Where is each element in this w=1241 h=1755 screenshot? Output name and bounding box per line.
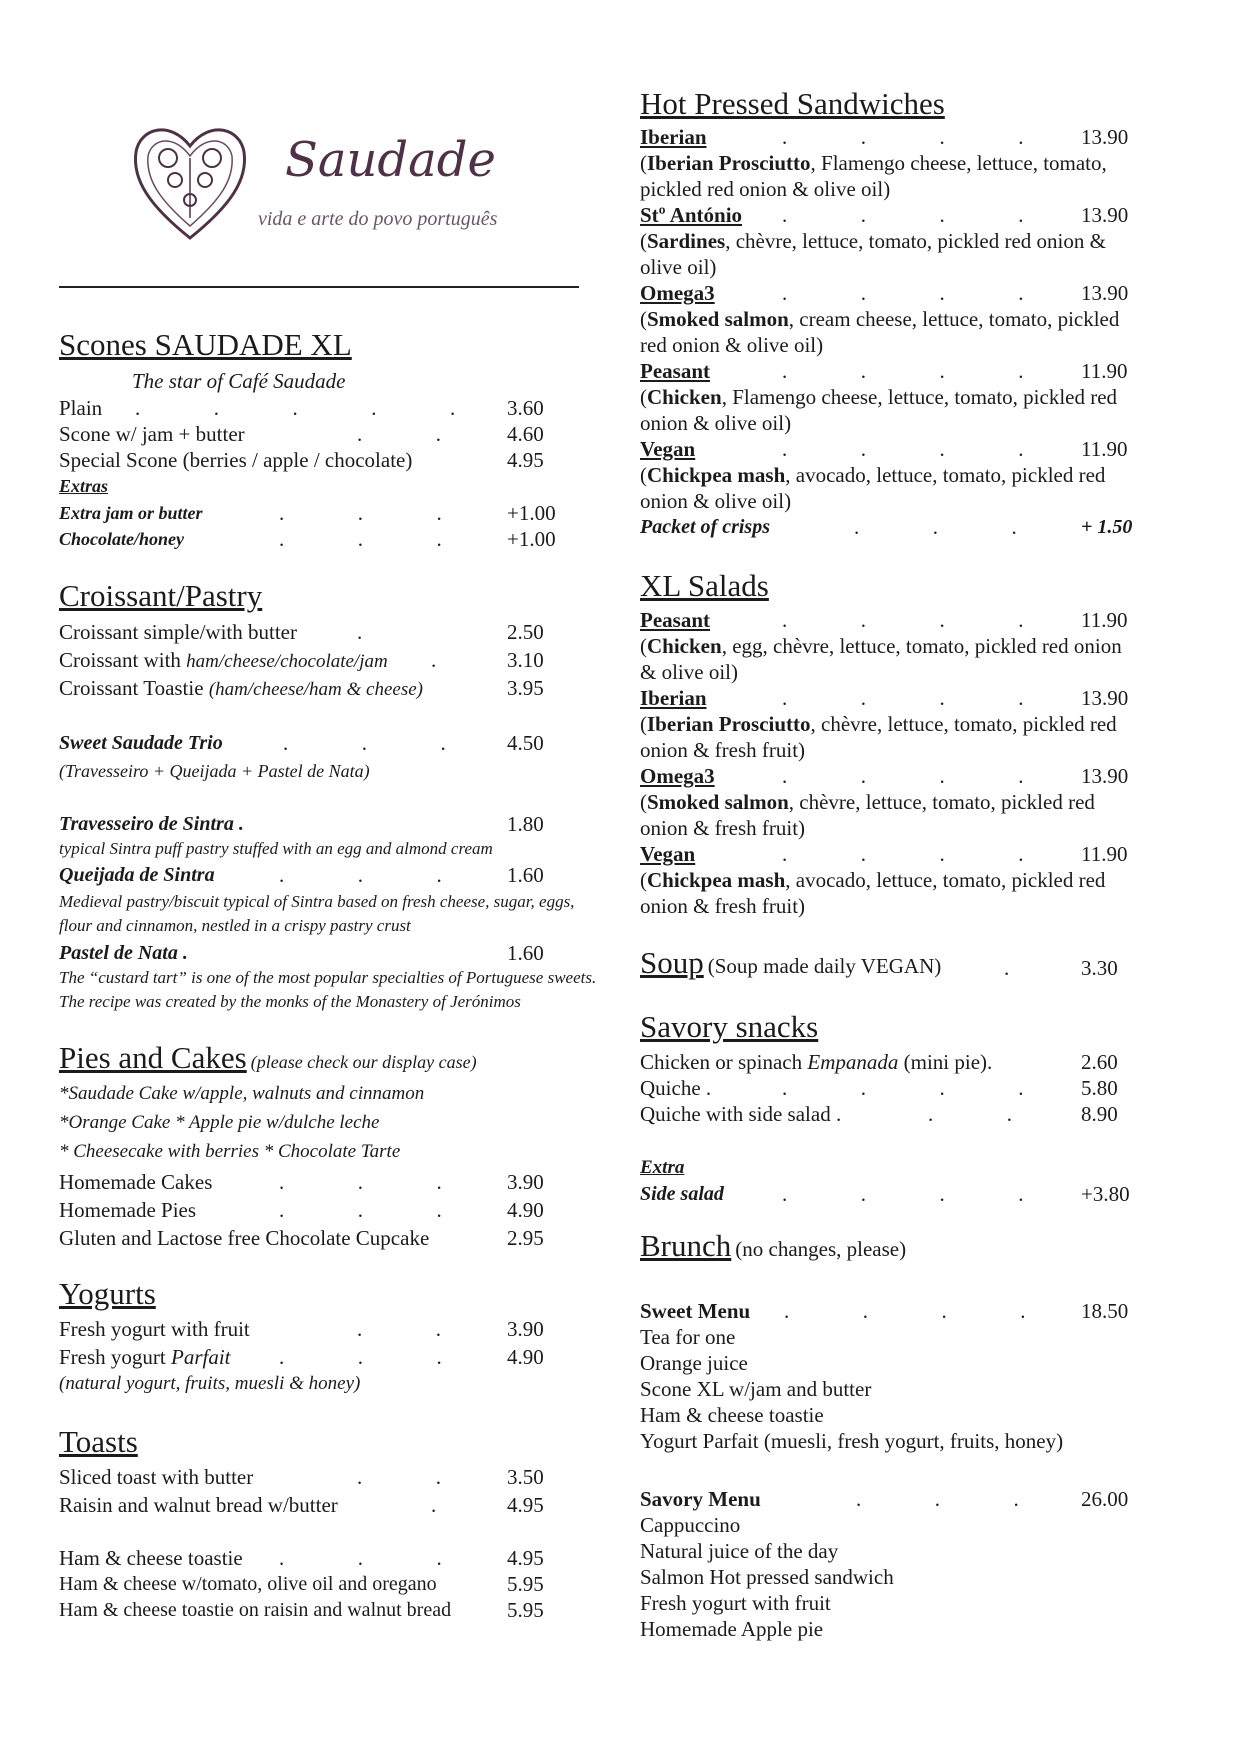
item-description: onion & olive oil): [640, 489, 792, 513]
dot-leader: . . . .: [782, 203, 1024, 227]
menu-item: Croissant with ham/cheese/chocolate/jam: [59, 648, 388, 672]
item-description: (Iberian Prosciutto, chèvre, lettuce, tomato, pickled red: [640, 712, 1117, 736]
menu-item: Homemade Pies: [59, 1198, 197, 1222]
scones-title: Scones SAUDADE XL: [59, 327, 352, 362]
dot-leader: . . . .: [782, 1076, 1024, 1100]
snacks-title: Savory snacks: [640, 1009, 819, 1044]
menu-item: Travesseiro de Sintra .: [59, 813, 244, 835]
item-description: The “custard tart” is one of the most popular specialties of Portuguese sweets.: [59, 968, 597, 987]
dot-leader: . .: [357, 1317, 441, 1341]
list-item: Orange juice: [640, 1351, 748, 1375]
item-description: (Chicken, Flamengo cheese, lettuce, tomato, pickled red: [640, 385, 1118, 409]
item-description: (Chickpea mash, avocado, lettuce, tomato, pickled red: [640, 463, 1106, 487]
scones-subtitle: The star of Café Saudade: [132, 369, 346, 393]
list-item: Salmon Hot pressed sandwich: [640, 1565, 894, 1589]
menu-price: 5.95: [507, 1598, 544, 1622]
menu-price: 3.30: [1081, 956, 1118, 980]
dot-leader: . . .: [279, 1546, 442, 1570]
dot-leader: . .: [357, 422, 441, 446]
menu-item: Quiche .: [640, 1076, 712, 1100]
list-item: Scone XL w/jam and butter: [640, 1377, 872, 1401]
menu-price: +3.80: [1081, 1182, 1130, 1206]
list-item: Yogurt Parfait (muesli, fresh yogurt, fruits, honey): [640, 1429, 1064, 1453]
salads-title: XL Salads: [640, 568, 769, 603]
list-item: *Saudade Cake w/apple, walnuts and cinnamon: [59, 1083, 425, 1104]
item-description: (Chicken, egg, chèvre, lettuce, tomato, pickled red onion: [640, 634, 1122, 658]
menu-item: Iberian: [640, 125, 707, 149]
menu-item: Omega3: [640, 281, 715, 305]
menu-price: 11.90: [1081, 359, 1128, 383]
divider: [59, 286, 579, 288]
list-item: Natural juice of the day: [640, 1539, 839, 1563]
menu-item: Plain: [59, 396, 103, 420]
logo: [130, 118, 530, 248]
brunch-note: (no changes, please): [735, 1237, 907, 1261]
menu-item: Queijada de Sintra: [59, 864, 215, 886]
menu-price: 3.95: [507, 676, 544, 700]
item-description: (Smoked salmon, cream cheese, lettuce, tomato, pickled: [640, 307, 1120, 331]
menu-price: 5.80: [1081, 1076, 1118, 1100]
menu-price: 3.10: [507, 648, 544, 672]
menu-item: Sliced toast with butter: [59, 1465, 254, 1489]
menu-price: 18.50: [1081, 1299, 1129, 1323]
list-item: * Cheesecake with berries * Chocolate Tarte: [59, 1141, 401, 1162]
list-item: Tea for one: [640, 1325, 736, 1349]
menu-item: Homemade Cakes: [59, 1170, 213, 1194]
brunch-title: Brunch: [640, 1228, 732, 1263]
sandwiches-title: Hot Pressed Sandwiches: [640, 86, 945, 121]
item-description: The recipe was created by the monks of the Monastery of Jerónimos: [59, 992, 521, 1011]
menu-item: Peasant: [640, 359, 710, 383]
item-description: red onion & olive oil): [640, 333, 824, 357]
dot-leader: . .: [928, 1102, 1012, 1126]
menu-price: 4.90: [507, 1198, 544, 1222]
list-item: Homemade Apple pie: [640, 1617, 824, 1641]
dot-leader: . . .: [856, 1487, 1019, 1511]
menu-price: 4.90: [507, 1345, 544, 1369]
croissant-title: Croissant/Pastry: [59, 578, 263, 613]
dot-leader: . . . .: [782, 842, 1024, 866]
pies-heading: [59, 1040, 477, 1076]
dot-leader: . . .: [279, 1198, 442, 1222]
menu-item: Vegan: [640, 842, 696, 866]
item-description: (Iberian Prosciutto, Flamengo cheese, lettuce, tomato,: [640, 151, 1107, 175]
menu-item: Fresh yogurt with fruit: [59, 1317, 250, 1341]
dot-leader: . . . .: [782, 686, 1024, 710]
item-description: (Sardines, chèvre, lettuce, tomato, pickled red onion &: [640, 229, 1106, 253]
dot-leader: .: [1004, 956, 1010, 980]
menu-item: Packet of crisps: [640, 516, 770, 538]
menu-item: Quiche with side salad .: [640, 1102, 842, 1126]
dot-leader: .: [431, 648, 437, 672]
item-description: (Chickpea mash, avocado, lettuce, tomato, pickled red: [640, 868, 1106, 892]
item-description: (Travesseiro + Queijada + Pastel de Nata): [59, 761, 370, 781]
menu-item: Vegan: [640, 437, 696, 461]
extras-label: Extra: [640, 1157, 685, 1178]
menu-price: 3.60: [507, 396, 544, 420]
menu-price: 4.95: [507, 448, 544, 472]
item-description: (natural yogurt, fruits, muesli & honey): [59, 1373, 361, 1394]
menu-price: + 1.50: [1081, 516, 1133, 538]
dot-leader: . . . .: [782, 1182, 1024, 1206]
dot-leader: . . .: [279, 1170, 442, 1194]
menu-item: Raisin and walnut bread w/butter: [59, 1493, 338, 1517]
menu-price: 3.90: [507, 1170, 544, 1194]
menu-item: Scone w/ jam + butter: [59, 422, 245, 446]
soup-note: (Soup made daily VEGAN): [707, 954, 942, 978]
menu-price: 13.90: [1081, 203, 1129, 227]
dot-leader: . .: [357, 1465, 441, 1489]
menu-price: 4.60: [507, 422, 544, 446]
item-description: onion & fresh fruit): [640, 816, 806, 840]
toasts-title: Toasts: [59, 1424, 138, 1459]
menu-item: Chicken or spinach Empanada (mini pie).: [640, 1050, 993, 1074]
list-item: *Orange Cake * Apple pie w/dulche leche: [59, 1112, 380, 1133]
menu-item: Croissant Toastie (ham/cheese/ham & cheese): [59, 676, 423, 700]
dot-leader: . . . .: [784, 1299, 1026, 1323]
menu-price: 1.80: [507, 812, 544, 836]
dot-leader: . . .: [279, 501, 442, 525]
menu-price: 1.60: [507, 941, 544, 965]
menu-item: Side salad: [640, 1183, 724, 1205]
dot-leader: . . . .: [782, 125, 1024, 149]
menu-price: +1.00: [507, 501, 556, 525]
item-description: flour and cinnamon, nestled in a crispy pastry crust: [59, 916, 411, 935]
menu-item: Gluten and Lactose free Chocolate Cupcake: [59, 1226, 430, 1250]
menu-price: 3.90: [507, 1317, 544, 1341]
menu-item: Savory Menu: [640, 1487, 761, 1511]
brand-name: Saudade: [285, 132, 496, 188]
menu-item: Stº António: [640, 203, 743, 227]
dot-leader: . . . .: [782, 281, 1024, 305]
menu-price: 2.60: [1081, 1050, 1118, 1074]
item-description: (Smoked salmon, chèvre, lettuce, tomato, pickled red: [640, 790, 1095, 814]
soup-title: Soup: [640, 945, 704, 980]
menu-price: 11.90: [1081, 608, 1128, 632]
menu-item: Chocolate/honey: [59, 529, 184, 549]
menu-price: 8.90: [1081, 1102, 1118, 1126]
brand-tagline: vida e arte do povo português: [258, 208, 498, 230]
menu-price: 2.95: [507, 1226, 544, 1250]
dot-leader: . . . . .: [135, 396, 456, 420]
menu-price: 5.95: [507, 1572, 544, 1596]
menu-price: 4.50: [507, 731, 544, 755]
brunch-heading: [640, 1228, 906, 1264]
item-description: olive oil): [640, 255, 717, 279]
dot-leader: . . .: [283, 731, 446, 755]
menu-item: Fresh yogurt Parfait: [59, 1345, 231, 1369]
menu-price: +1.00: [507, 527, 556, 551]
dot-leader: . . .: [279, 1345, 442, 1369]
pies-title: Pies and Cakes: [59, 1040, 247, 1075]
item-description: typical Sintra puff pastry stuffed with an egg and almond cream: [59, 839, 493, 858]
menu-item: Pastel de Nata .: [59, 942, 188, 964]
menu-price: 11.90: [1081, 437, 1128, 461]
item-description: onion & olive oil): [640, 411, 792, 435]
dot-leader: .: [357, 620, 363, 644]
list-item: Ham & cheese toastie: [640, 1403, 824, 1427]
item-description: & olive oil): [640, 660, 738, 684]
menu-price: 26.00: [1081, 1487, 1129, 1511]
extras-label: Extras: [59, 476, 109, 496]
dot-leader: . . . .: [782, 764, 1024, 788]
menu-item: Peasant: [640, 608, 710, 632]
menu-item: Special Scone (berries / apple / chocolate): [59, 448, 413, 472]
menu-item: Sweet Saudade Trio: [59, 732, 223, 754]
menu-item: Ham & cheese toastie: [59, 1546, 243, 1570]
dot-leader: . . . .: [782, 437, 1024, 461]
menu-item: Ham & cheese toastie on raisin and walnut bread: [59, 1599, 452, 1621]
menu-item: Extra jam or butter: [59, 503, 203, 523]
menu-item: Croissant simple/with butter: [59, 620, 297, 644]
heart-logo-icon: [130, 118, 250, 244]
menu-price: 13.90: [1081, 764, 1129, 788]
menu-item: Ham & cheese w/tomato, olive oil and oregano: [59, 1573, 437, 1595]
menu-price: 3.50: [507, 1465, 544, 1489]
pies-note: (please check our display case): [250, 1052, 477, 1072]
dot-leader: . . .: [854, 515, 1017, 539]
yogurts-title: Yogurts: [59, 1276, 156, 1311]
item-description: Medieval pastry/biscuit typical of Sintra based on fresh cheese, sugar, eggs,: [59, 892, 575, 911]
menu-price: 1.60: [507, 863, 544, 887]
menu-item: Iberian: [640, 686, 707, 710]
dot-leader: . . . .: [782, 608, 1024, 632]
item-description: onion & fresh fruit): [640, 738, 806, 762]
item-description: pickled red onion & olive oil): [640, 177, 891, 201]
menu-item: Sweet Menu: [640, 1299, 751, 1323]
menu-price: 4.95: [507, 1546, 544, 1570]
menu-price: 13.90: [1081, 125, 1129, 149]
menu-price: 2.50: [507, 620, 544, 644]
soup-heading: [640, 945, 941, 981]
list-item: Fresh yogurt with fruit: [640, 1591, 831, 1615]
menu-item: Omega3: [640, 764, 715, 788]
dot-leader: .: [431, 1493, 437, 1517]
list-item: Cappuccino: [640, 1513, 741, 1537]
dot-leader: . . .: [279, 863, 442, 887]
menu-price: 13.90: [1081, 281, 1129, 305]
dot-leader: . . .: [279, 527, 442, 551]
item-description: onion & fresh fruit): [640, 894, 806, 918]
dot-leader: . . . .: [782, 359, 1024, 383]
menu-price: 11.90: [1081, 842, 1128, 866]
menu-price: 4.95: [507, 1493, 544, 1517]
menu-price: 13.90: [1081, 686, 1129, 710]
